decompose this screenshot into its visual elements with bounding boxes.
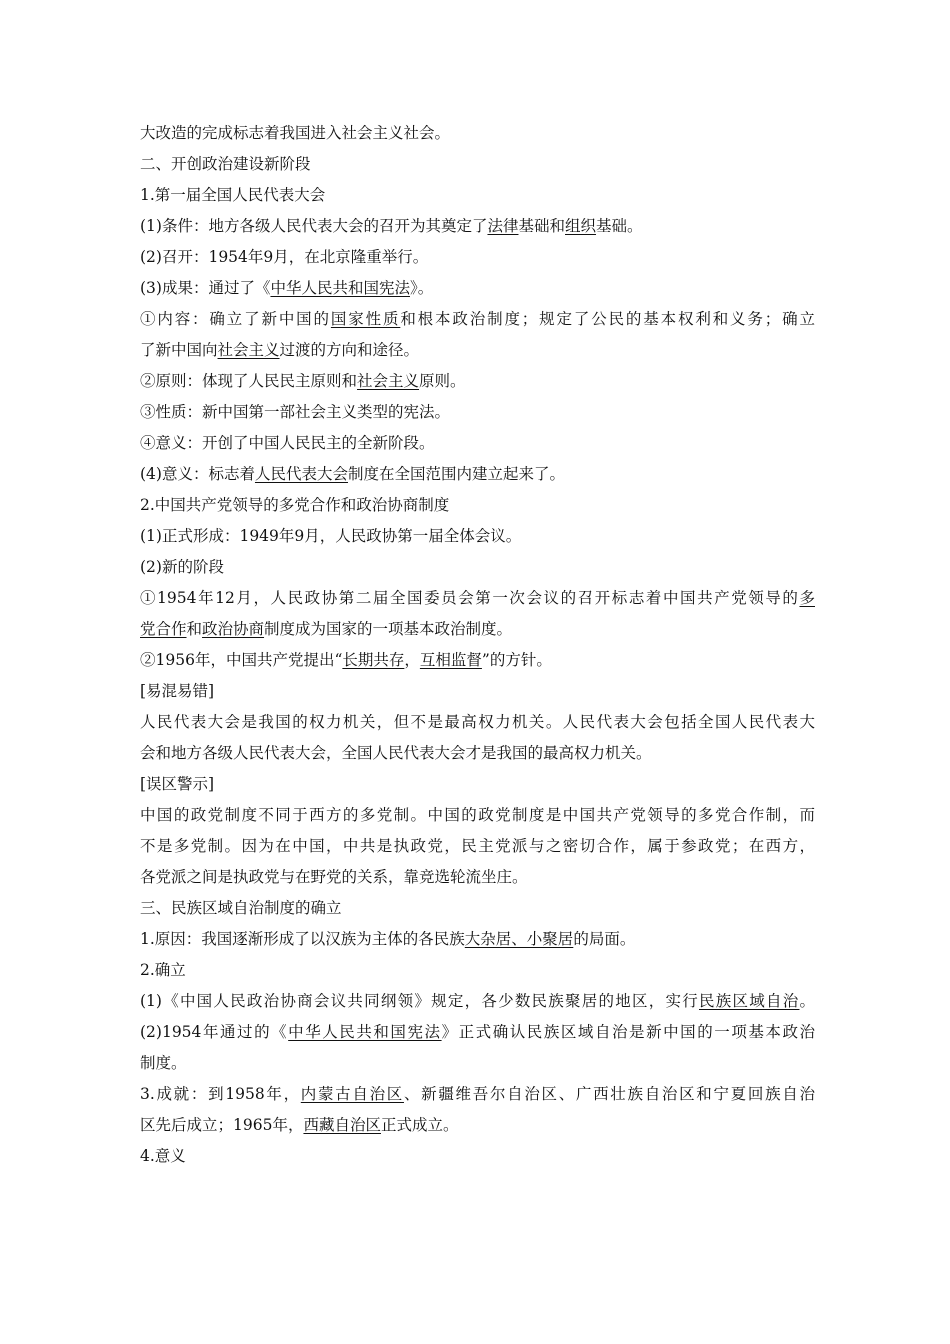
text-line [140, 645, 815, 676]
text-segment: 各党派之间是执政党与在野党的关系，靠竞选轮流坐庄。 [140, 868, 528, 886]
underlined-keyword: 社会主义 [357, 372, 420, 390]
text-segment: 2.确立 [140, 961, 186, 979]
text-segment: 不是多党制。因为在中国，中共是执政党，民主党派与之密切合作，属于参政党；在西方， [140, 837, 815, 855]
text-segment: 和根本政治制度；规定了公民的基本权利和义务；确立 [400, 310, 815, 328]
text-segment: (3)成果：通过了《 [140, 279, 271, 297]
text-line [140, 738, 815, 769]
text-segment: 三、民族区域自治制度的确立 [140, 899, 342, 917]
text-segment: (1)《中国人民政治协商会议共同纲领》规定，各少数民族聚居的地区，实行 [140, 992, 699, 1010]
text-segment: 、新疆维吾尔自治区、广西壮族自治区和宁夏回族自治 [403, 1085, 815, 1103]
text-segment: (4)意义：标志着 [140, 465, 255, 483]
text-line [140, 211, 815, 242]
text-segment: 了新中国向 [140, 341, 218, 359]
text-line [140, 490, 815, 521]
text-line [140, 459, 815, 490]
text-line [140, 893, 815, 924]
text-segment: (2)1954年通过的《 [140, 1023, 289, 1041]
underlined-keyword: 大杂居、小聚居 [464, 930, 574, 948]
text-segment: ①1954年12月，人民政协第二届全国委员会第一次会议的召开标志着中国共产党领导的 [140, 589, 800, 607]
underlined-keyword: 多 [799, 589, 815, 607]
text-segment: 。 [799, 992, 815, 1010]
text-segment: (1)正式形成：1949年9月，人民政协第一届全体会议。 [140, 527, 522, 545]
document-body [140, 118, 815, 1172]
underlined-keyword: 西藏自治区 [303, 1116, 381, 1134]
text-segment: ”的方针。 [481, 651, 552, 669]
text-segment: 中国的政党制度不同于西方的多党制。中国的政党制度是中国共产党领导的多党合作制，而 [140, 806, 815, 824]
text-segment: 基础和 [518, 217, 565, 235]
text-segment: 3.成就：到1958年， [140, 1085, 301, 1103]
text-line [140, 769, 815, 800]
text-segment: ①内容：确立了新中国的 [140, 310, 331, 328]
text-segment: 原则。 [419, 372, 466, 390]
text-segment: ， [404, 651, 420, 669]
text-segment: (1)条件：地方各级人民代表大会的召开为其奠定了 [140, 217, 488, 235]
underlined-keyword: 组织 [565, 217, 597, 235]
text-line [140, 304, 815, 335]
underlined-keyword: 中华人民共和国宪法 [270, 279, 410, 297]
text-line [140, 924, 815, 955]
text-line [140, 986, 815, 1017]
text-segment: ④意义：开创了中国人民民主的全新阶段。 [140, 434, 435, 452]
text-segment: 》。 [409, 279, 434, 297]
text-line [140, 831, 815, 862]
text-segment: 基础。 [596, 217, 643, 235]
text-line [140, 1079, 815, 1110]
text-segment: 和 [186, 620, 203, 638]
text-line [140, 676, 815, 707]
text-line [140, 428, 815, 459]
underlined-keyword: 中华人民共和国宪法 [288, 1023, 442, 1041]
text-line [140, 583, 815, 614]
text-segment: 大改造的完成标志着我国进入社会主义社会。 [140, 124, 451, 142]
text-segment: 人民代表大会是我国的权力机关，但不是最高权力机关。人民代表大会包括全国人民代表大 [140, 713, 815, 731]
text-segment: 二、开创政治建设新阶段 [140, 155, 311, 173]
text-line [140, 521, 815, 552]
text-segment: 1.原因：我国逐渐形成了以汉族为主体的各民族 [140, 930, 465, 948]
text-line [140, 800, 815, 831]
underlined-keyword: 国家性质 [330, 310, 401, 328]
underlined-keyword: 法律 [487, 217, 519, 235]
text-segment: (2)新的阶段 [140, 558, 224, 576]
text-segment: 4.意义 [140, 1147, 186, 1165]
text-line [140, 242, 815, 273]
text-segment: 的局面。 [573, 930, 636, 948]
text-segment: 正式成立。 [380, 1116, 459, 1134]
text-line [140, 707, 815, 738]
underlined-keyword: 内蒙古自治区 [300, 1085, 404, 1103]
text-segment: 1.第一届全国人民代表大会 [140, 186, 326, 204]
underlined-keyword: 人民代表大会 [254, 465, 348, 483]
underlined-keyword: 互相监督 [419, 651, 482, 669]
text-line [140, 862, 815, 893]
text-line [140, 366, 815, 397]
text-segment: 会和地方各级人民代表大会，全国人民代表大会才是我国的最高权力机关。 [140, 744, 652, 762]
text-line [140, 149, 815, 180]
text-line [140, 118, 815, 149]
text-line [140, 552, 815, 583]
underlined-keyword: 民族区域自治 [699, 992, 800, 1010]
underlined-keyword: 政治协商 [202, 620, 265, 638]
text-line [140, 273, 815, 304]
text-segment: ②原则：体现了人民民主原则和 [140, 372, 358, 390]
text-segment: 》正式确认民族区域自治是新中国的一项基本政治 [441, 1023, 815, 1041]
underlined-keyword: 党合作 [140, 620, 187, 638]
text-line [140, 1017, 815, 1048]
text-line [140, 614, 815, 645]
text-line [140, 1048, 815, 1079]
text-segment: 2.中国共产党领导的多党合作和政治协商制度 [140, 496, 450, 514]
text-segment: [易混易错] [140, 682, 215, 700]
text-line [140, 180, 815, 211]
text-segment: 过渡的方向和途径。 [279, 341, 420, 359]
text-line [140, 1141, 815, 1172]
text-line [140, 397, 815, 428]
text-segment: ③性质：新中国第一部社会主义类型的宪法。 [140, 403, 451, 421]
text-segment: 制度。 [140, 1054, 187, 1072]
text-segment: 制度在全国范围内建立起来了。 [347, 465, 565, 483]
text-line [140, 335, 815, 366]
text-segment: ②1956年，中国共产党提出“ [140, 651, 343, 669]
text-segment: 制度成为国家的一项基本政治制度。 [264, 620, 513, 638]
underlined-keyword: 长期共存 [342, 651, 405, 669]
text-segment: 区先后成立；1965年， [140, 1116, 304, 1134]
text-segment: (2)召开：1954年9月，在北京隆重举行。 [140, 248, 429, 266]
text-line [140, 1110, 815, 1141]
text-line [140, 955, 815, 986]
underlined-keyword: 社会主义 [217, 341, 280, 359]
text-segment: [误区警示] [140, 775, 215, 793]
